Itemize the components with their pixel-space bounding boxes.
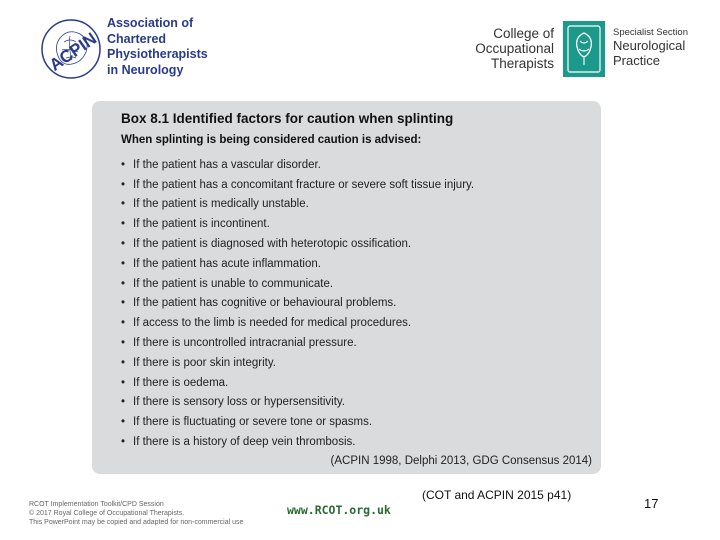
cot-line: Occupational	[475, 41, 554, 56]
list-item	[121, 313, 474, 333]
specialist-line: Practice	[613, 52, 660, 68]
specialist-small: Specialist Section	[613, 27, 688, 38]
bullet: •	[121, 178, 126, 191]
caution-list	[121, 155, 474, 452]
bullet: •	[121, 376, 126, 389]
list-item-text: If the patient is diagnosed with heterotopic ossification.	[133, 238, 412, 251]
bullet: •	[121, 257, 126, 270]
box-citation: (ACPIN 1998, Delphi 2013, GDG Consensus 2014)	[330, 455, 592, 467]
acpin-logo	[40, 18, 102, 80]
list-item-text: If there is oedema.	[133, 376, 229, 389]
acpin-line: Association of	[107, 16, 194, 30]
bullet: •	[121, 356, 126, 369]
list-item	[121, 353, 474, 373]
list-item	[121, 393, 474, 413]
list-item	[121, 155, 474, 175]
list-item-text: If the patient has a vascular disorder.	[133, 158, 321, 171]
acpin-logo-text: ACPIN	[45, 28, 101, 75]
list-item	[121, 214, 474, 234]
page-number: 17	[644, 496, 659, 511]
specialist-section	[613, 27, 688, 68]
cot-logo	[563, 21, 605, 77]
bullet: •	[121, 297, 126, 310]
list-item	[121, 294, 474, 314]
list-item-text: If the patient has cognitive or behavioural problems.	[133, 297, 397, 310]
list-item-text: If the patient has acute inflammation.	[133, 257, 321, 270]
acpin-line: in Neurology	[107, 62, 184, 77]
list-item-text: If the patient has a concomitant fracture or severe soft tissue injury.	[133, 178, 475, 191]
bullet: •	[121, 337, 126, 350]
box-title: Box 8.1 Identified factors for caution when splinting	[121, 111, 454, 126]
bullet: •	[121, 317, 126, 330]
list-item	[121, 195, 474, 215]
bullet: •	[121, 436, 126, 449]
bullet: •	[121, 396, 126, 409]
bullet: •	[121, 416, 126, 429]
list-item	[121, 432, 474, 452]
rcot-website-link[interactable]: www.RCOT.org.uk	[287, 503, 391, 517]
acpin-line: Physiotherapists	[107, 47, 208, 61]
acpin-name	[107, 16, 208, 78]
list-item-text: If there is poor skin integrity.	[133, 356, 276, 369]
bullet: •	[121, 218, 126, 231]
footer-line: RCOT Implementation Toolkit/CPD Session	[29, 501, 164, 508]
bullet: •	[121, 238, 126, 251]
list-item-text: If the patient is unable to communicate.	[133, 277, 334, 290]
list-item	[121, 274, 474, 294]
bullet: •	[121, 198, 126, 211]
footer-line: This PowerPoint may be copied and adapted for non-commercial use	[29, 519, 244, 526]
list-item	[121, 175, 474, 195]
list-item-text: If there is sensory loss or hypersensitivity.	[133, 396, 345, 409]
footer-line: © 2017 Royal College of Occupational Therapists.	[29, 510, 185, 517]
specialist-line: Neurological	[613, 38, 686, 53]
list-item-text: If the patient is medically unstable.	[133, 198, 309, 211]
footer-notice	[29, 500, 243, 527]
source-reference: (COT and ACPIN 2015 p41)	[422, 488, 572, 502]
list-item	[121, 412, 474, 432]
cot-line: Therapists	[490, 56, 554, 71]
list-item-text: If there is uncontrolled intracranial pressure.	[133, 337, 357, 350]
list-item-text: If there is fluctuating or severe tone or spasms.	[133, 416, 373, 429]
bullet: •	[121, 158, 126, 171]
list-item	[121, 254, 474, 274]
list-item-text: If the patient is incontinent.	[133, 218, 270, 231]
acpin-line: Chartered	[107, 31, 167, 46]
list-item	[121, 373, 474, 393]
list-item-text: If there is a history of deep vein thrombosis.	[133, 436, 356, 449]
list-item-text: If access to the limb is needed for medical procedures.	[133, 317, 412, 330]
cot-line: College of	[493, 26, 554, 41]
box-subtitle: When splinting is being considered caution is advised:	[121, 134, 422, 146]
list-item	[121, 234, 474, 254]
bullet: •	[121, 277, 126, 290]
list-item	[121, 333, 474, 353]
cot-name	[456, 26, 554, 71]
